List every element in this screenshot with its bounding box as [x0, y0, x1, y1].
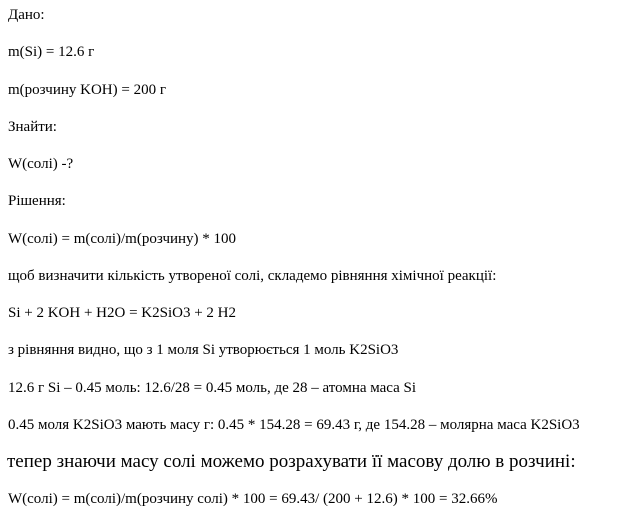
reaction-equation: Si + 2 KOH + H2O = K2SiO3 + 2 H2 [8, 305, 237, 321]
given-silicon-mass: m(Si) = 12.6 г [8, 44, 95, 60]
salt-mass-calculation: 0.45 моля K2SiO3 мають масу г: 0.45 * 154.28 = 69.43 г, де 154.28 – молярна маса K2SiO3 [8, 417, 580, 433]
mass-fraction-formula: W(солі) = m(солі)/m(розчину) * 100 [8, 231, 237, 247]
silicon-moles-calculation: 12.6 г Si – 0.45 моль: 12.6/28 = 0.45 моль, де 28 – атомна маса Si [8, 380, 417, 396]
final-step-intro: тепер знаючи масу солі можемо розрахувати її масову долю в розчині: [7, 451, 576, 472]
solution-heading: Рішення: [8, 193, 66, 209]
final-mass-fraction-result: W(солі) = m(солі)/m(розчину солі) * 100 = 69.43/ (200 + 12.6) * 100 = 32.66% [8, 491, 498, 507]
find-salt-fraction: W(солі) -? [8, 156, 74, 172]
given-solution-mass: m(розчину KOH) = 200 г [8, 82, 166, 98]
reaction-ratio-text: з рівняння видно, що з 1 моля Si утворюється 1 моль K2SiO3 [8, 342, 399, 358]
find-heading: Знайти: [8, 119, 57, 135]
reaction-intro-text: щоб визначити кількість утвореної солі, складемо рівняння хімічної реакції: [8, 268, 497, 284]
given-heading: Дано: [8, 7, 45, 23]
